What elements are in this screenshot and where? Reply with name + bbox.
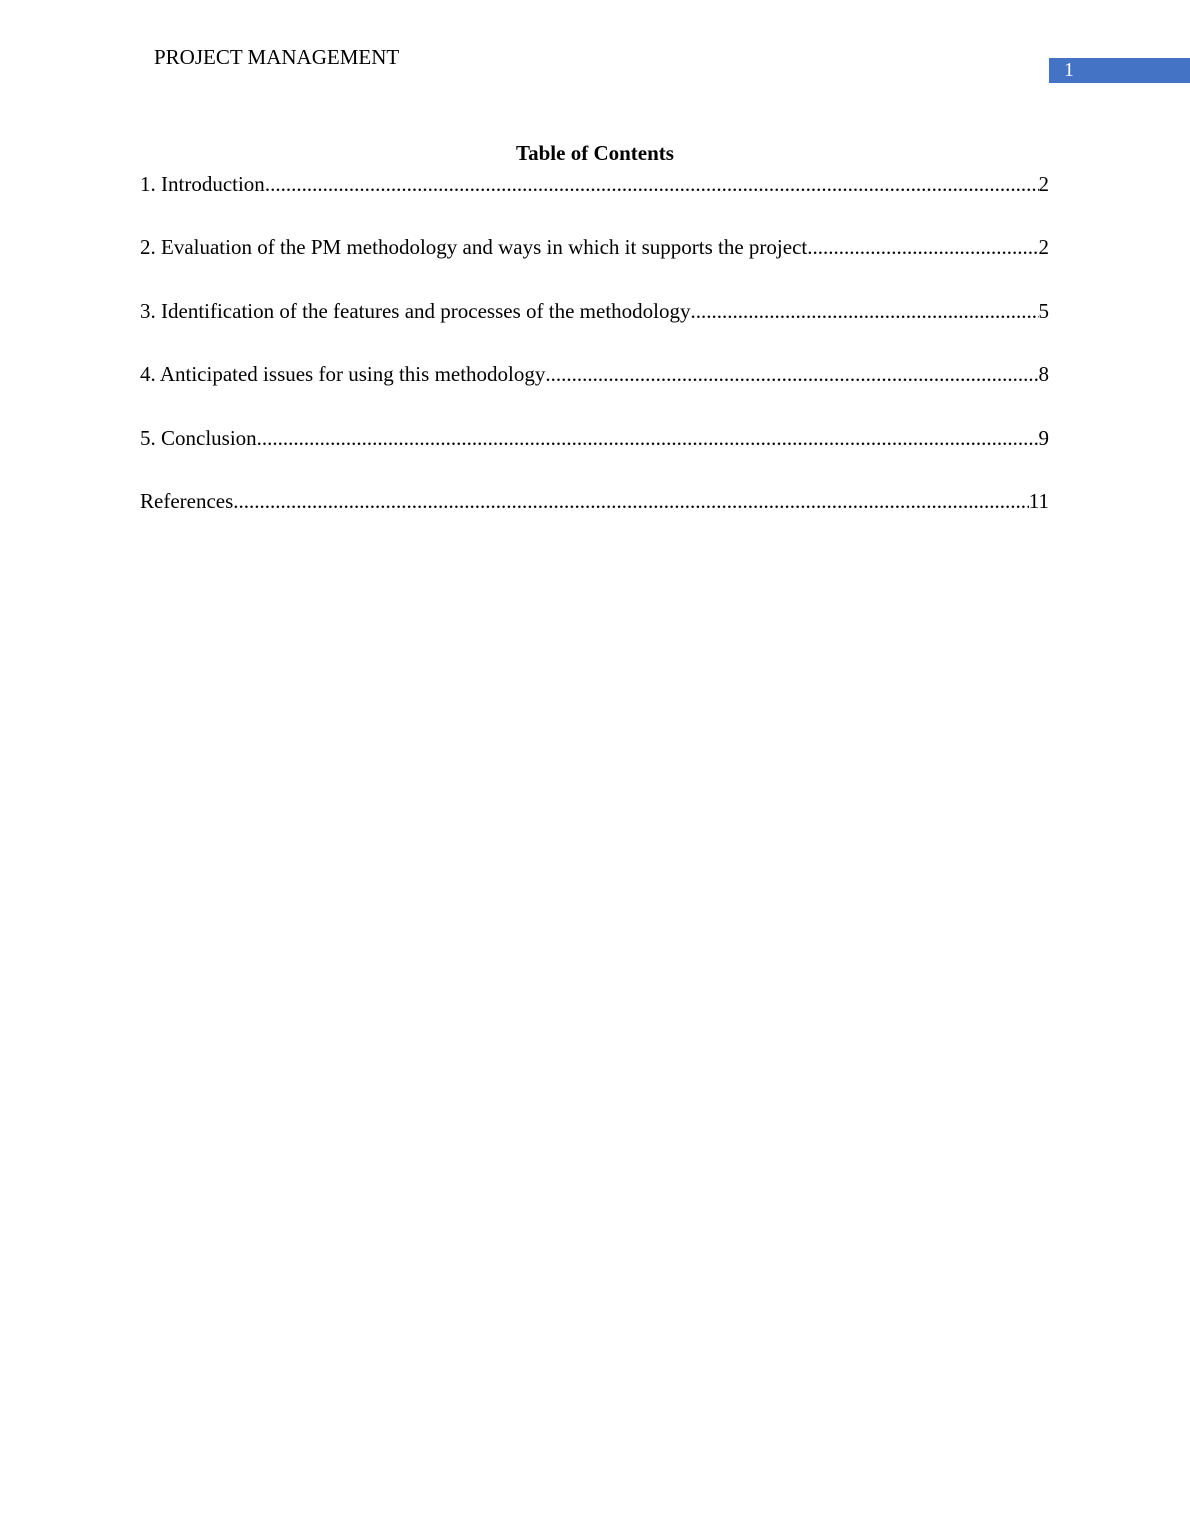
toc-dot-leader: [807, 234, 1038, 260]
toc-entry-label: 3. Identification of the features and processes of the methodology: [140, 298, 691, 323]
toc-dot-leader: [691, 298, 1039, 324]
toc-entry-label: 4. Anticipated issues for using this methodology: [140, 362, 546, 387]
toc-entry-page: 11: [1028, 488, 1049, 513]
toc-entry-page: 9: [1038, 425, 1049, 450]
toc-entry-label: 1. Introduction: [140, 172, 265, 196]
toc-entry-label: References: [140, 488, 234, 513]
running-header-title: PROJECT MANAGEMENT: [154, 45, 400, 69]
table-of-contents: [140, 171, 1049, 551]
toc-dot-leader: [233, 488, 1028, 514]
toc-entry-evaluation[interactable]: [140, 234, 1049, 297]
toc-entry-features[interactable]: [140, 298, 1049, 361]
toc-entry-page: 2: [1038, 172, 1049, 196]
page-number: 1: [1064, 59, 1074, 81]
toc-heading: Table of Contents: [516, 141, 674, 165]
toc-entry-introduction[interactable]: [140, 171, 1049, 234]
toc-entry-page: 2: [1038, 235, 1049, 260]
toc-entry-label: 2. Evaluation of the PM methodology and ways in which it supports the project: [140, 235, 808, 260]
toc-entry-page: 5: [1038, 298, 1049, 323]
toc-entry-page: 8: [1038, 362, 1049, 387]
toc-entry-issues[interactable]: [140, 361, 1049, 424]
page-number-box: [1049, 58, 1190, 83]
toc-entry-label: 5. Conclusion: [140, 425, 257, 450]
toc-entry-references[interactable]: [140, 488, 1049, 551]
toc-entry-conclusion[interactable]: [140, 425, 1049, 488]
toc-dot-leader: [545, 361, 1038, 387]
toc-dot-leader: [265, 171, 1039, 197]
toc-dot-leader: [257, 425, 1039, 451]
